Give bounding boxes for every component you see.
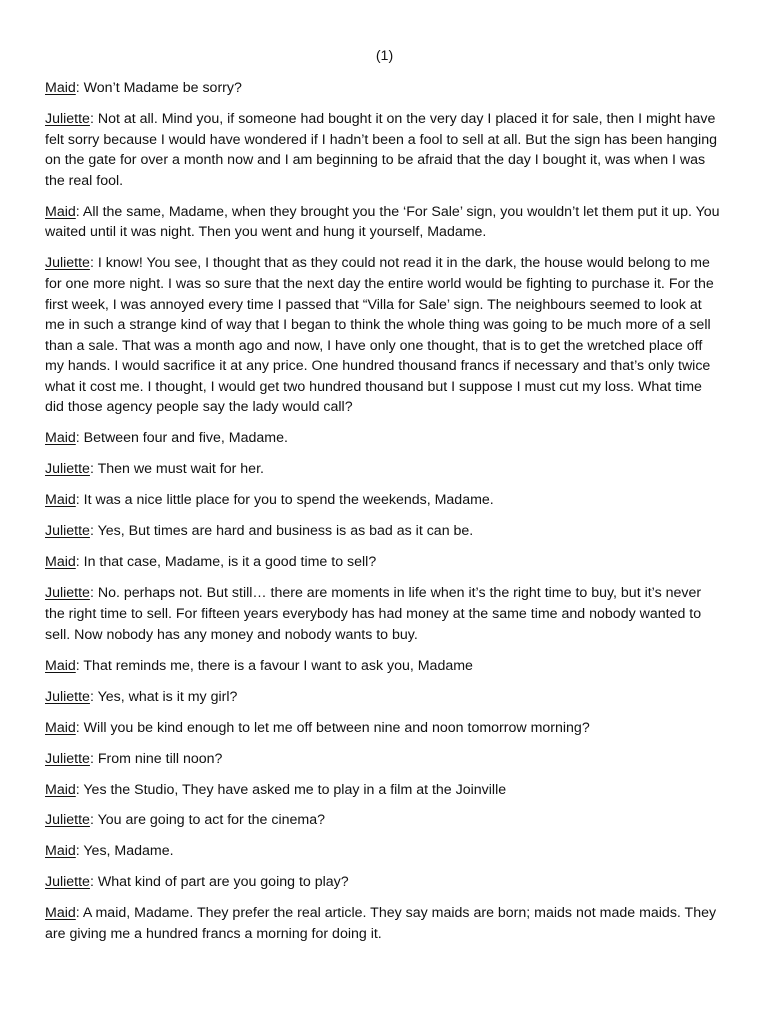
speaker-name: Juliette [45, 812, 90, 829]
speech-text: : Not at all. Mind you, if someone had bought it on the very day I placed it for sale, then I might have felt sorry because I would have wondered if I hadn’t been a fool to sell at all. But the sign has been hanging on the gate for over a month now and I am beginning to be afraid that the day I bought it, was when I was the real fool. [45, 110, 717, 189]
speech-text: : It was a nice little place for you to spend the weekends, Madame. [75, 492, 494, 509]
speech-text: : Will you be kind enough to let me off between nine and noon tomorrow morning? [75, 719, 590, 736]
dialogue-line [45, 109, 724, 191]
speaker-name: Maid [45, 430, 76, 447]
speech-text: : A maid, Madame. They prefer the real article. They say maids are born; maids not made maids. They are giving me a hundred francs a morning for doing it. [45, 905, 717, 943]
speech-text: : Yes the Studio, They have asked me to play in a film at the Joinville [75, 781, 507, 798]
speech-text: : Yes, what is it my girl? [89, 688, 238, 705]
speaker-name: Maid [45, 492, 76, 509]
speech-text: : That reminds me, there is a favour I want to ask you, Madame [75, 657, 473, 674]
speaker-name: Juliette [45, 585, 90, 602]
dialogue-line [45, 749, 724, 770]
speaker-name: Juliette [45, 750, 90, 767]
dialogue-line [45, 459, 724, 480]
dialogue [45, 78, 724, 945]
dialogue-line [45, 841, 724, 862]
speech-text: : Yes, Madame. [75, 843, 174, 860]
speech-text: : Then we must wait for her. [89, 461, 264, 478]
dialogue-line [45, 253, 724, 418]
speech-text: : I know! You see, I thought that as they could not read it in the dark, the house would belong to me for one more night. I was so sure that the next day the entire world would be fighting to purchase it. For the first week, I was annoyed every time I passed that “Villa for Sale’ sign. The neighbours seemed to look at me in such a strange kind of way that I began to think the whole thing was going to be much more of a sell than a sale. That was a month ago and now, I have only one thought, that is to get the wretched place off my hands. I would sacrifice it at any price. One hundred thousand francs if necessary and that’s only twice what it cost me. I thought, I would get two hundred thousand but I suppose I must cut my loss. What time did those agency people say the lady would call? [45, 255, 714, 416]
speech-text: : All the same, Madame, when they brought you the ‘For Sale’ sign, you wouldn’t let them put it up. You waited until it was night. Then you went and hung it yourself, Madame. [45, 203, 720, 241]
speaker-name: Maid [45, 719, 76, 736]
speech-text: : In that case, Madame, is it a good time to sell? [75, 554, 377, 571]
speaker-name: Maid [45, 80, 76, 96]
speech-text: : You are going to act for the cinema? [89, 812, 325, 829]
speech-text: : What kind of part are you going to play? [89, 874, 349, 891]
speaker-name: Maid [45, 905, 76, 922]
speaker-name: Maid [45, 657, 76, 674]
speaker-name: Juliette [45, 523, 90, 540]
dialogue-line [45, 718, 724, 739]
dialogue-line [45, 521, 724, 542]
speaker-name: Juliette [45, 461, 90, 478]
dialogue-line [45, 428, 724, 449]
dialogue-line [45, 687, 724, 708]
speech-text: : Won’t Madame be sorry? [75, 80, 242, 96]
speaker-name: Juliette [45, 255, 90, 272]
speaker-name: Juliette [45, 110, 90, 127]
dialogue-line [45, 202, 724, 243]
dialogue-line [45, 552, 724, 573]
speech-text: : Between four and five, Madame. [75, 430, 288, 447]
speech-text: : Yes, But times are hard and business is as bad as it can be. [89, 523, 474, 540]
speech-text: : From nine till noon? [89, 750, 223, 767]
dialogue-line [45, 656, 724, 677]
page-number: (1) [375, 48, 394, 64]
speaker-name: Maid [45, 554, 76, 571]
speaker-name: Maid [45, 781, 76, 798]
speaker-name: Maid [45, 203, 76, 220]
speaker-name: Juliette [45, 688, 90, 705]
dialogue-line [45, 78, 724, 99]
dialogue-line [45, 903, 724, 944]
dialogue-line [45, 583, 724, 645]
dialogue-line [45, 780, 724, 801]
speaker-name: Maid [45, 843, 76, 860]
speech-text: : No. perhaps not. But still… there are moments in life when it’s the right time to buy, but it’s never the right time to sell. For fifteen years everybody has had money at the same time and nobody wanted to sell. Now nobody has any money and nobody wants to buy. [45, 585, 702, 643]
speaker-name: Juliette [45, 874, 90, 891]
dialogue-line [45, 810, 724, 831]
dialogue-line [45, 490, 724, 511]
dialogue-line [45, 872, 724, 893]
